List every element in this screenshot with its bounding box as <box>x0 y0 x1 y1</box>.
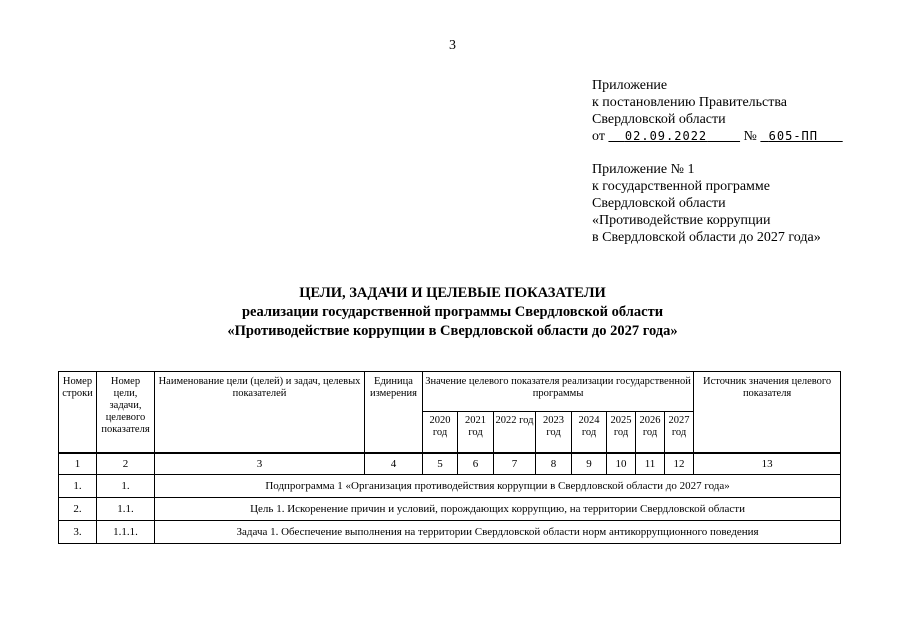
header-name: Наименование цели (целей) и задач, целевых показателей <box>155 372 365 454</box>
header-year: 2027 год <box>665 412 694 454</box>
column-number: 4 <box>365 453 423 475</box>
number-prefix: № <box>743 129 757 144</box>
column-number: 7 <box>494 453 536 475</box>
header-year: 2023 год <box>536 412 572 454</box>
header-source: Источник значения целевого показателя <box>694 372 841 454</box>
appendix-line: Свердловской области <box>592 112 726 127</box>
row-text-cell: Подпрограмма 1 «Организация противодействия коррупции в Свердловской области до 2027 года» <box>155 475 841 498</box>
header-year: 2022 год <box>494 412 536 454</box>
title-line: «Противодействие коррупции в Свердловской области до 2027 года» <box>227 323 678 339</box>
date-prefix: от <box>592 129 605 144</box>
header-year: 2021 год <box>458 412 494 454</box>
appendix-line: Приложение № 1 <box>592 162 695 177</box>
header-unit: Единица измерения <box>365 372 423 454</box>
table-row <box>59 521 841 544</box>
column-number: 2 <box>97 453 155 475</box>
header-year: 2024 год <box>572 412 607 454</box>
header-year: 2020 год <box>423 412 458 454</box>
item-number-cell: 1.1. <box>97 498 155 521</box>
header-value: Значение целевого показателя реализации государственной программы <box>423 372 694 412</box>
column-number: 11 <box>636 453 665 475</box>
header-year: 2025 год <box>607 412 636 454</box>
page-number: 3 <box>449 38 456 53</box>
header-row-number: Номер строки <box>59 372 97 454</box>
column-number: 9 <box>572 453 607 475</box>
column-number: 10 <box>607 453 636 475</box>
appendix-line: к постановлению Правительства <box>592 95 788 110</box>
row-number-cell: 1. <box>59 475 97 498</box>
header-year: 2026 год <box>636 412 665 454</box>
column-number: 5 <box>423 453 458 475</box>
row-number-cell: 2. <box>59 498 97 521</box>
item-number-cell: 1.1.1. <box>97 521 155 544</box>
document-title <box>0 284 905 341</box>
date-value: 02.09.2022 <box>624 129 708 143</box>
number-value: 605-ПП <box>768 129 818 143</box>
column-number: 1 <box>59 453 97 475</box>
row-text-cell: Задача 1. Обеспечение выполнения на территории Свердловской области норм антикоррупционного поведения <box>155 521 841 544</box>
item-number-cell: 1. <box>97 475 155 498</box>
goals-table <box>58 371 841 544</box>
appendix-line: Приложение <box>592 78 668 93</box>
row-number-cell: 3. <box>59 521 97 544</box>
table-row <box>59 498 841 521</box>
appendix-line: Свердловской области <box>592 196 726 211</box>
column-number: 12 <box>665 453 694 475</box>
title-line: реализации государственной программы Свердловской области <box>241 304 664 320</box>
appendix-date-line <box>592 128 843 145</box>
title-line: ЦЕЛИ, ЗАДАЧИ И ЦЕЛЕВЫЕ ПОКАЗАТЕЛИ <box>299 285 606 301</box>
column-number-row <box>59 453 841 475</box>
column-number: 13 <box>694 453 841 475</box>
appendix-line: к государственной программе <box>592 179 770 194</box>
appendix-line: «Противодействие коррупции <box>592 213 771 228</box>
column-number: 8 <box>536 453 572 475</box>
table-row <box>59 475 841 498</box>
header-item-number: Номер цели, задачи, целевого показателя <box>97 372 155 454</box>
appendix-block <box>592 77 843 246</box>
column-number: 6 <box>458 453 494 475</box>
column-number: 3 <box>155 453 365 475</box>
appendix-line: в Свердловской области до 2027 года» <box>592 230 821 245</box>
row-text-cell: Цель 1. Искоренение причин и условий, порождающих коррупцию, на территории Свердловской области <box>155 498 841 521</box>
